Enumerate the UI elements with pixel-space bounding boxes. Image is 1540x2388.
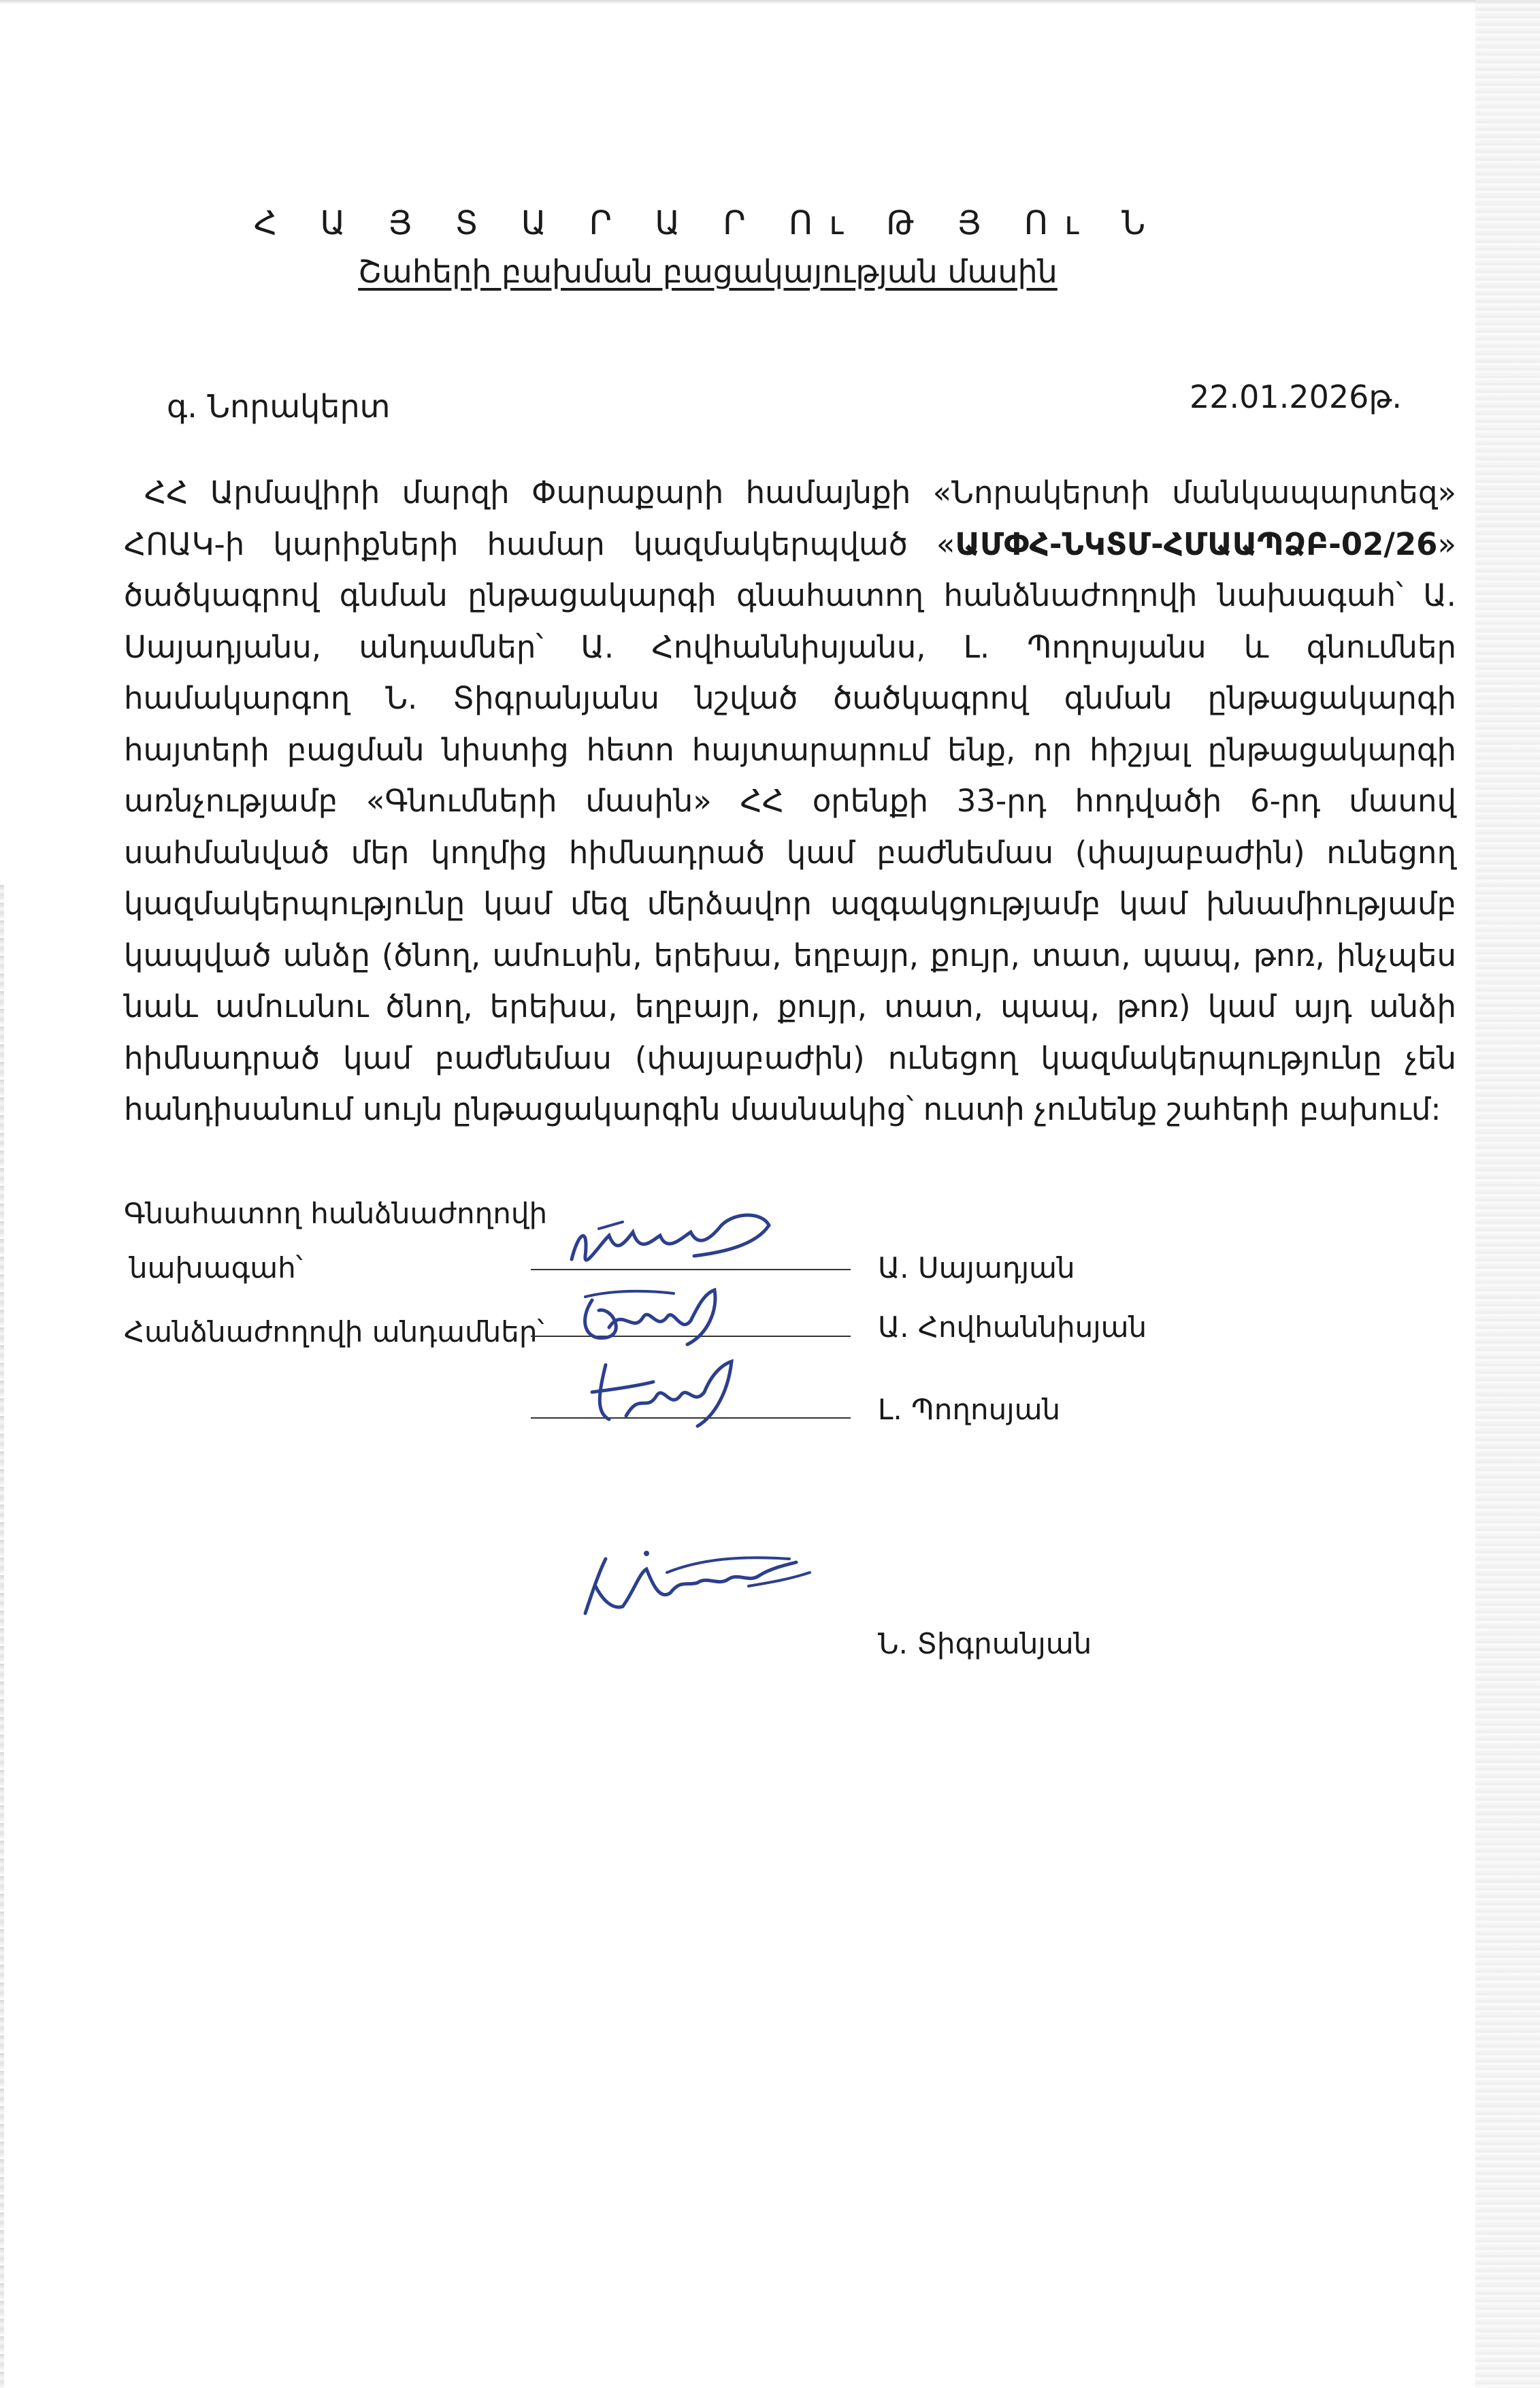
member2-name: Լ. Պողոսյան — [878, 1393, 1061, 1426]
chair-label-line-1: Գնահատող հանձնաժողովի — [124, 1197, 548, 1230]
body-part-1: ՀՀ Արմավիրի մարզի Փարաքարի համայնքի «Նորակերտի մանկապարտեզ» ՀՈԱԿ-ի կարիքների համար կազմակերպված « — [124, 474, 1456, 562]
scan-edge-left — [0, 885, 4, 2388]
scan-edge-top — [0, 0, 1540, 4]
body-part-2: » ծածկագրով գնման ընթացակարգի գնահատող հանձնաժողովի նախագահ՝ Ա. Սայադյանս, անդամներ՝ Ա. Հովհաննիսյանս, Լ. Պողոսյանս և գնումներ համակարգող Ն. Տիգրանյանս նշված ծածկագրով գնման ընթացակարգի հայտերի բացման նիստից հետո հայտարարում ենք, որ հիշյալ ընթացակարգի առնչությամբ «Գնումների մասին» ՀՀ օրենքի 33-րդ հոդվածի 6-րդ մասով սահմանված մեր կողմից հիմնադրած կամ բաժնեմաս (փայաբաժին) ունեցող կազմակերպությունը կամ մեզ մերձավոր ազգակցությամբ կամ խնամիությամբ կապված անձը (ծնող, ամուսին, երեխա, եղբայր, քույր, տատ, պապ, թոռ, ինչպես նաև ամուսնու ծնող, երեխա, եղբայր, քույր, տատ, պապ, թոռ) կամ այդ անձի հիմնադրած կամ բաժնեմաս (փայաբաժին) ունեցող կազմակերպությունը չեն հանդիսանում սույն ընթացակարգին մասնակից՝ ուստի չունենք շահերի բախում: — [124, 526, 1456, 1127]
member1-signature — [572, 1280, 749, 1355]
chair-name: Ա. Սայադյան — [878, 1251, 1075, 1285]
scan-edge-right — [1475, 0, 1540, 2388]
date: 22.01.2026թ. — [1190, 378, 1402, 415]
chair-label-line-2: նախագահ՝ — [129, 1251, 303, 1285]
members-label: Հանձնաժողովի անդամներ՝ — [124, 1315, 544, 1349]
document-title: Հ Ա Յ Տ Ա Ր Ա Ր Ու Թ Յ Ու Ն — [253, 204, 1162, 242]
chair-signature — [558, 1205, 783, 1280]
document-subtitle: Շահերի բախման բացակայության մասին — [358, 253, 1058, 290]
coordinator-name: Ն. Տիգրանյան — [878, 1627, 1092, 1660]
declaration-body — [124, 467, 1456, 1135]
member2-signature — [578, 1351, 755, 1433]
city: գ. Նորակերտ — [167, 388, 391, 425]
coordinator-signature — [565, 1545, 830, 1634]
procurement-code: ԱՄՓՀ-ՆԿՏՄ-ՀՄԱԱՊՁԲ-02/26 — [955, 526, 1438, 562]
member1-name: Ա. Հովհաննիսյան — [878, 1310, 1147, 1344]
